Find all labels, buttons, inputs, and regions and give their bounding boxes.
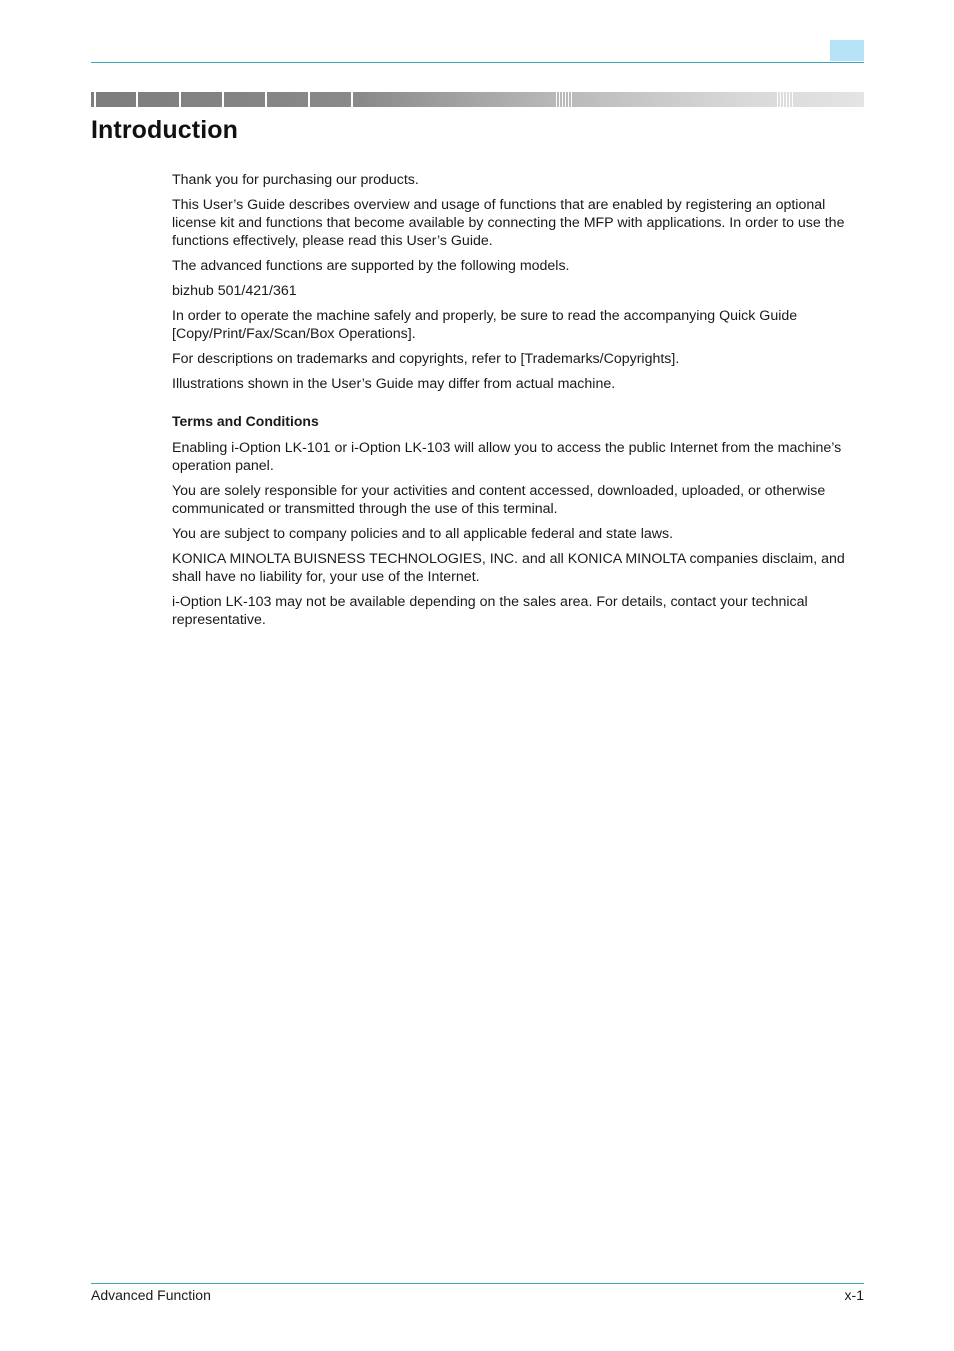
footer-rule (91, 1283, 864, 1284)
bar-separator (308, 92, 310, 107)
page-title: Introduction (91, 116, 239, 144)
terms-paragraph: KONICA MINOLTA BUISNESS TECHNOLOGIES, INC. and all KONICA MINOLTA companies disclaim, and shall have no liability for, your use of the Internet. (172, 551, 845, 585)
intro-paragraph: Thank you for purchasing our products. (172, 172, 419, 188)
terms-paragraph: Enabling i-Option LK-101 or i-Option LK-103 will allow you to access the public Internet from the machine’s operation panel. (172, 440, 842, 474)
bar-separator (351, 92, 353, 107)
model-list: bizhub 501/421/361 (172, 283, 297, 299)
terms-heading: Terms and Conditions (172, 413, 319, 429)
intro-paragraph: Illustrations shown in the User’s Guide may differ from actual machine. (172, 376, 616, 392)
intro-paragraph: The advanced functions are supported by the following models. (172, 258, 570, 274)
bar-hatch (777, 92, 793, 107)
bar-separator (222, 92, 224, 107)
header-rule (91, 62, 864, 63)
chapter-tab (830, 40, 864, 61)
footer-manual-title: Advanced Function (91, 1287, 211, 1303)
terms-paragraph: You are subject to company policies and to all applicable federal and state laws. (172, 526, 674, 542)
terms-paragraph: You are solely responsible for your activities and content accessed, downloaded, uploaded, or otherwise communicated or transmitted through the use of this terminal. (172, 483, 826, 517)
bar-separator (94, 92, 96, 107)
terms-paragraph: i-Option LK-103 may not be available depending on the sales area. For details, contact your technical representative. (172, 594, 808, 628)
body-content (172, 171, 864, 636)
bar-hatch (556, 92, 572, 107)
bar-separator (265, 92, 267, 107)
bar-separator (179, 92, 181, 107)
bar-separator (136, 92, 138, 107)
page-number: x-1 (844, 1287, 864, 1303)
intro-paragraph: In order to operate the machine safely and properly, be sure to read the accompanying Quick Guide [Copy/Print/Fax/Scan/Box Operations]. (172, 308, 798, 342)
intro-paragraph: For descriptions on trademarks and copyrights, refer to [Trademarks/Copyrights]. (172, 351, 680, 367)
intro-paragraph: This User’s Guide describes overview and usage of functions that are enabled by registering an optional license kit and functions that become available by connecting the MFP with applications. In order to use the functions effectively, please read this User’s Guide. (172, 197, 845, 249)
decorative-heading-bar (91, 92, 864, 107)
